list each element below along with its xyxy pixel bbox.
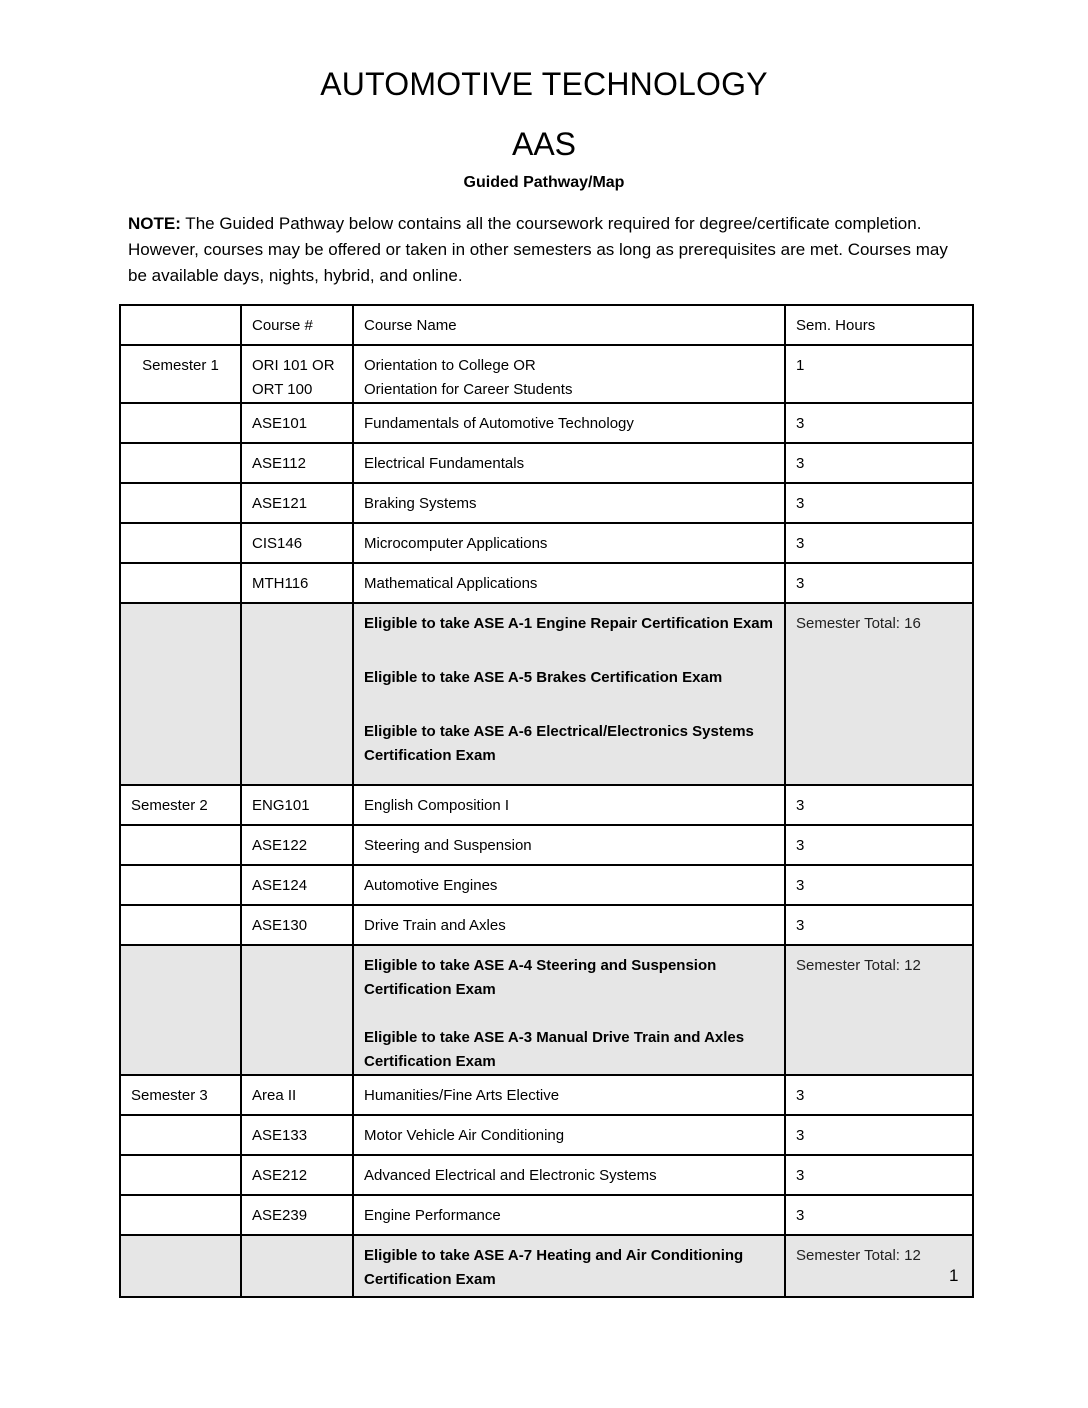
semester-cell: Semester 3 [120, 1075, 241, 1115]
course-number-cell: ASE124 [241, 865, 353, 905]
course-name-line: Orientation to College OR [364, 357, 536, 374]
semester-cell [120, 905, 241, 945]
certification-eligibility: Eligible to take ASE A-1 Engine Repair Certification Exam [364, 615, 773, 632]
course-number-cell: ASE121 [241, 483, 353, 523]
course-name-cell: Microcomputer Applications [353, 523, 785, 563]
hours-cell: 3 [785, 523, 973, 563]
course-number-cell: ASE130 [241, 905, 353, 945]
course-name-cell: Steering and Suspension [353, 825, 785, 865]
table-row [120, 403, 973, 443]
semester-cell [120, 825, 241, 865]
degree-subtitle: AAS [511, 126, 577, 162]
course-name-cell: Engine Performance [353, 1195, 785, 1235]
semester-summary-row [120, 945, 973, 1075]
semester-cell [120, 945, 241, 1075]
semester-cell [120, 1235, 241, 1297]
hours-cell: 1 [785, 345, 973, 403]
page-number: 1 [949, 1266, 959, 1285]
eligibility-cell [353, 945, 785, 1075]
course-number-cell: ASE122 [241, 825, 353, 865]
table-row [120, 563, 973, 603]
hours-cell: 3 [785, 825, 973, 865]
note-text: The Guided Pathway below contains all the coursework required for degree/certificate completion. However, courses may be offered or taken in other semesters as long as prerequisites are met. Courses may be available days, nights, hybrid, and online. [128, 214, 948, 285]
hours-cell: 3 [785, 1195, 973, 1235]
course-name-cell: Braking Systems [353, 483, 785, 523]
course-number-cell: ASE212 [241, 1155, 353, 1195]
table-row [120, 785, 973, 825]
semester-cell [120, 523, 241, 563]
course-name-cell [353, 345, 785, 403]
pathway-label: Guided Pathway/Map [463, 174, 625, 191]
header-course-name: Course Name [353, 305, 785, 345]
hours-cell: 3 [785, 403, 973, 443]
course-name-cell: Motor Vehicle Air Conditioning [353, 1115, 785, 1155]
hours-cell: 3 [785, 905, 973, 945]
semester-cell [120, 483, 241, 523]
course-name-cell: Electrical Fundamentals [353, 443, 785, 483]
header-sem-hours: Sem. Hours [785, 305, 973, 345]
course-number-cell [241, 603, 353, 785]
table-row [120, 905, 973, 945]
hours-cell: 3 [785, 443, 973, 483]
course-number-cell: MTH116 [241, 563, 353, 603]
table-row [120, 345, 973, 403]
page-title: AUTOMOTIVE TECHNOLOGY [320, 66, 768, 102]
course-number-cell [241, 345, 353, 403]
hours-cell: 3 [785, 1115, 973, 1155]
course-name-cell: English Composition I [353, 785, 785, 825]
certification-eligibility: Eligible to take ASE A-3 Manual Drive Train and Axles Certification Exam [364, 1029, 745, 1070]
course-number-line: ORI 101 OR [252, 357, 335, 374]
semester-summary-row [120, 603, 973, 785]
course-number-cell: Area II [241, 1075, 353, 1115]
course-name-cell: Fundamentals of Automotive Technology [353, 403, 785, 443]
table-row [120, 483, 973, 523]
certification-eligibility: Eligible to take ASE A-5 Brakes Certification Exam [364, 669, 723, 686]
course-number-cell: ENG101 [241, 785, 353, 825]
hours-cell: 3 [785, 1155, 973, 1195]
semester-cell [120, 563, 241, 603]
certification-eligibility: Eligible to take ASE A-6 Electrical/Electronics Systems Certification Exam [364, 723, 754, 764]
course-number-cell: ASE112 [241, 443, 353, 483]
semester-summary-row [120, 1235, 973, 1297]
course-name-cell: Automotive Engines [353, 865, 785, 905]
semester-cell [120, 603, 241, 785]
semester-total: Semester Total: 12 [785, 945, 973, 1075]
certification-eligibility: Eligible to take ASE A-4 Steering and Suspension Certification Exam [364, 957, 717, 998]
semester-cell [120, 443, 241, 483]
course-name-cell: Mathematical Applications [353, 563, 785, 603]
hours-cell: 3 [785, 1075, 973, 1115]
semester-total: Semester Total: 16 [785, 603, 973, 785]
table-row [120, 1115, 973, 1155]
semester-cell [120, 1115, 241, 1155]
hours-cell: 3 [785, 563, 973, 603]
table-row [120, 865, 973, 905]
header-semester [120, 305, 241, 345]
course-number-cell: ASE101 [241, 403, 353, 443]
table-row [120, 1195, 973, 1235]
course-name-cell: Humanities/Fine Arts Elective [353, 1075, 785, 1115]
course-number-cell [241, 945, 353, 1075]
eligibility-cell [353, 1235, 785, 1297]
semester-total: Semester Total: 12 [785, 1235, 973, 1297]
header-course-number: Course # [241, 305, 353, 345]
table-row [120, 443, 973, 483]
course-name-cell: Advanced Electrical and Electronic Systems [353, 1155, 785, 1195]
semester-cell [120, 1155, 241, 1195]
semester-cell [120, 1195, 241, 1235]
course-name-line: Orientation for Career Students [364, 381, 573, 398]
table-row [120, 825, 973, 865]
pathway-table [119, 304, 974, 1298]
eligibility-cell [353, 603, 785, 785]
course-number-cell: ASE133 [241, 1115, 353, 1155]
hours-cell: 3 [785, 785, 973, 825]
course-number-line: ORT 100 [252, 381, 313, 398]
course-number-cell: ASE239 [241, 1195, 353, 1235]
table-header-row [120, 305, 973, 345]
table-row [120, 1155, 973, 1195]
semester-cell: Semester 1 [120, 345, 241, 403]
course-number-cell [241, 1235, 353, 1297]
note-label: NOTE: [128, 214, 181, 233]
table-row [120, 523, 973, 563]
semester-cell: Semester 2 [120, 785, 241, 825]
semester-cell [120, 865, 241, 905]
hours-cell: 3 [785, 865, 973, 905]
table-row [120, 1075, 973, 1115]
certification-eligibility: Eligible to take ASE A-7 Heating and Air Conditioning Certification Exam [364, 1247, 744, 1288]
note-paragraph [128, 211, 958, 289]
hours-cell: 3 [785, 483, 973, 523]
semester-cell [120, 403, 241, 443]
course-number-cell: CIS146 [241, 523, 353, 563]
course-name-cell: Drive Train and Axles [353, 905, 785, 945]
